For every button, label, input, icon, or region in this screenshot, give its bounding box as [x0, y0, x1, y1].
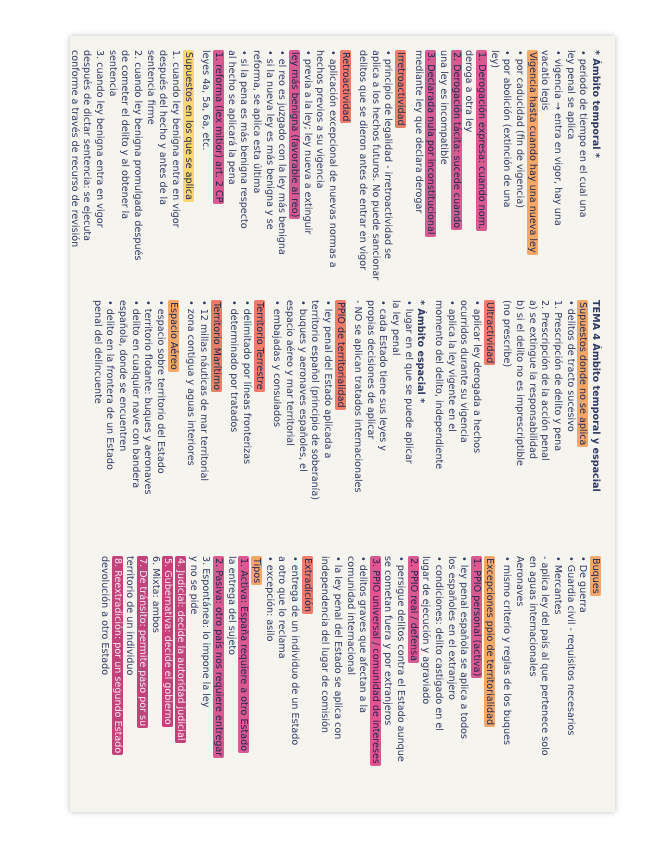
note-text: ocurridos durante su vigencia — [458, 300, 470, 443]
note-line — [313, 50, 326, 286]
note-line — [103, 300, 116, 540]
notes-column-3 — [97, 556, 601, 800]
note-line — [300, 50, 313, 286]
note-line — [462, 50, 475, 286]
note-line — [487, 50, 500, 286]
highlighted-heading: 7. De tránsito: permite paso por su — [137, 558, 149, 727]
note-text: 1. Prescripción de delito y pena — [552, 300, 564, 452]
note-line — [338, 50, 351, 286]
notes-column-1 — [67, 50, 601, 286]
note-text: leyes 4a, 5a, 6a, etc. — [200, 50, 212, 151]
note-text: en aguas internacionales — [526, 556, 538, 677]
note-text: • entrega de un individuo de un Estado — [288, 556, 300, 746]
note-text: deroga a otra ley — [463, 50, 475, 133]
note-line — [275, 50, 288, 286]
note-line — [457, 556, 470, 800]
note-line — [394, 50, 407, 286]
note-text: • aplica la ley vigente en el — [445, 300, 457, 432]
note-line — [538, 556, 551, 800]
note-text: reforma, se aplica esta última — [250, 50, 262, 194]
note-text: ley) — [488, 50, 500, 68]
note-line — [262, 50, 275, 286]
note-line — [469, 300, 482, 540]
line-gap — [346, 300, 351, 540]
note-line — [211, 556, 224, 800]
note-text: vacatio legis — [539, 50, 551, 111]
note-text: devolución a otro Estado — [99, 556, 111, 676]
note-line — [457, 300, 470, 540]
note-line — [282, 300, 295, 540]
note-line — [224, 556, 237, 800]
highlighted-heading: 1. reforma (lex mitior) art. 2 CP — [212, 52, 224, 203]
note-text: • delito en la frontera de un Estado — [104, 300, 116, 470]
note-text: española, donde se encuentren — [117, 300, 129, 452]
note-text: • delito en cualquier nave con bandera — [129, 300, 141, 489]
note-text: • delitos graves que afectan a la — [357, 556, 369, 714]
highlighted-heading: Territorio Marítimo — [210, 302, 222, 391]
note-text: • Guardia civil - requisitos necesarios — [564, 556, 576, 736]
note-line — [224, 50, 237, 286]
highlighted-heading: 4. Judicial: decide la autoridad judicial — [175, 558, 186, 741]
note-text: • cada Estado tiene sus leyes y — [377, 300, 389, 451]
note-text: los españoles en el extranjero — [445, 556, 457, 700]
note-line — [363, 300, 376, 540]
note-line — [588, 300, 601, 540]
highlighted-heading: Extradición — [301, 558, 313, 612]
note-line — [444, 300, 457, 540]
note-line — [67, 50, 80, 286]
note-text: 2. cuando ley benigna promulgada después — [132, 50, 144, 261]
note-text: • condiciones: delito castigado en el — [433, 556, 445, 731]
note-text: • zona contigua y aguas interiores — [185, 300, 197, 466]
note-line — [356, 556, 369, 800]
note-line — [92, 50, 105, 286]
note-line — [118, 50, 131, 286]
note-line — [110, 556, 123, 800]
note-line — [563, 556, 576, 800]
note-line — [525, 300, 538, 540]
note-line — [97, 556, 110, 800]
note-text: • la ley penal del Estado se aplica con — [331, 556, 343, 740]
note-line — [115, 300, 128, 540]
highlighted-heading: Supuestos en los que se aplica — [182, 52, 194, 201]
note-line — [168, 50, 181, 286]
note-text: • aplicar ley derogada a hechos — [471, 300, 483, 454]
note-line — [153, 300, 166, 540]
note-text: 6. Mixta: ambos — [149, 556, 161, 633]
note-line — [287, 556, 300, 800]
note-line — [186, 556, 199, 800]
note-line — [209, 300, 222, 540]
note-line — [550, 556, 563, 800]
note-text: penal del delincuente — [91, 300, 103, 404]
note-text: la ley penal — [390, 300, 402, 356]
note-line — [424, 50, 437, 286]
note-line — [538, 300, 551, 540]
note-text: a otro que lo reclama — [276, 556, 288, 659]
note-line — [199, 50, 212, 286]
note-line — [287, 50, 300, 286]
note-text: territorio español (principio de soberanía) — [309, 300, 321, 500]
note-line — [141, 300, 154, 540]
note-text: aplica a los hechos futuros. No puede sancionar — [369, 50, 381, 281]
note-text: • lugar en el que se puede aplicar — [402, 300, 414, 464]
note-text: propias decisiones de aplicar — [364, 300, 376, 440]
highlighted-heading: Espacio Aéreo — [167, 302, 179, 370]
note-line — [333, 300, 346, 540]
note-text: hechos previos a su vigencia — [314, 50, 326, 189]
highlighted-heading: 8. Reextradición: por un segundo Estado — [111, 558, 123, 754]
highlighted-heading: Irretroactividad — [395, 52, 407, 126]
note-line — [500, 300, 513, 540]
note-line — [227, 300, 240, 540]
note-line — [300, 556, 313, 800]
note-line — [500, 50, 513, 286]
note-text: lugar de ejecución y agraviado — [420, 556, 432, 705]
note-text: • por caducidad (fin de vigencia) — [514, 50, 526, 208]
note-text: TEMA 4 Ámbito temporal y espacial — [590, 300, 601, 492]
note-text: ley penal se aplica — [564, 50, 576, 140]
note-line — [80, 50, 93, 286]
highlighted-heading: 2. PPIO real / defensa — [407, 558, 419, 661]
note-text: conforme a través de recurso de revisión — [68, 50, 80, 248]
highlighted-heading: Supuestos donde no se aplica — [577, 302, 589, 446]
note-line — [538, 50, 551, 286]
rotated-notes-sheet — [70, 36, 615, 812]
note-text: • buques y aeronaves españoles, el — [296, 300, 308, 472]
note-text: • ley penal del Estado aplicada a — [321, 300, 333, 459]
note-text: • el reo es juzgado con la ley más benigna — [276, 50, 288, 255]
note-text: • Mercantes — [552, 556, 564, 615]
note-text: • aplicación excepcional de nuevas normas a — [326, 50, 338, 268]
note-text: sentencia — [106, 50, 118, 97]
note-line — [512, 300, 525, 540]
note-line — [308, 300, 321, 540]
notes-column-2 — [90, 300, 601, 540]
note-line — [90, 300, 103, 540]
note-text: una ley es incompatible — [438, 50, 450, 165]
line-gap — [351, 50, 356, 286]
note-text: • persigue delitos contra el Estado aunque — [395, 556, 407, 762]
note-line — [414, 300, 427, 540]
highlighted-heading: 1. PPIO personal (activa) — [471, 558, 483, 677]
note-line — [550, 300, 563, 540]
note-text: se cometan fuera y por extranjeros — [382, 556, 394, 726]
note-text: 2. Prescripción de la acción penal — [539, 300, 551, 461]
note-text: * Ámbito espacial * — [415, 300, 427, 404]
note-line — [196, 300, 209, 540]
note-text: Aeronaves — [514, 556, 526, 607]
note-text: 3. Espontánea: lo impone la ley — [200, 556, 212, 708]
note-line — [512, 50, 525, 286]
note-text: (no prescribe) — [501, 300, 513, 368]
note-line — [368, 556, 381, 800]
note-line — [181, 50, 194, 286]
note-line — [512, 556, 525, 800]
note-text: independencia del lugar de comisión — [319, 556, 331, 733]
highlighted-heading: 1. Activa: España requiere a otro Estado — [238, 558, 250, 752]
note-text: • determinado por tratados — [228, 300, 240, 433]
note-line — [135, 556, 148, 800]
line-gap — [313, 556, 318, 800]
note-line — [419, 556, 432, 800]
note-text: • previa a la ley; ley nueva a extinguir — [301, 50, 313, 235]
note-text: • si la pena es más benigna respecto — [238, 50, 250, 229]
note-line — [482, 556, 495, 800]
note-line — [431, 300, 444, 540]
note-line — [161, 556, 174, 800]
note-line — [128, 300, 141, 540]
note-line — [411, 50, 424, 286]
note-line — [325, 50, 338, 286]
note-line — [249, 50, 262, 286]
note-text: - aplica ley del país al que pertenece solo — [539, 556, 551, 756]
note-text: mediante ley que declara derogar — [412, 50, 424, 214]
note-text: momento del delito, independiente — [433, 300, 445, 470]
note-line — [576, 50, 589, 286]
note-line — [148, 556, 161, 800]
note-line — [381, 556, 394, 800]
note-text: territorio de un individuo — [124, 556, 136, 676]
highlighted-heading: Tipos — [250, 558, 262, 584]
note-line — [469, 556, 482, 800]
note-line — [563, 50, 576, 286]
note-text: • periodo de tiempo en el cual una — [577, 50, 589, 218]
note-line — [237, 50, 250, 286]
note-line — [563, 300, 576, 540]
note-line — [130, 50, 143, 286]
highlighted-heading: Excepciones ppio de territorialidad — [483, 558, 495, 726]
note-line — [211, 50, 224, 286]
note-text: la entrega del sujeto — [225, 556, 237, 655]
note-line — [295, 300, 308, 540]
highlighted-heading: Territorio Terrestre — [253, 302, 265, 390]
note-line — [431, 556, 444, 800]
note-line — [576, 556, 589, 800]
note-line — [166, 300, 179, 540]
note-line — [588, 556, 601, 800]
note-line — [356, 50, 369, 286]
note-text: después de dictar sentencia: se ejecuta — [81, 50, 93, 242]
note-text: • mismo criterio y reglas de los buques — [501, 556, 513, 745]
line-gap — [179, 300, 184, 540]
note-line — [143, 50, 156, 286]
note-line — [381, 50, 394, 286]
note-line — [105, 50, 118, 286]
note-line — [474, 50, 487, 286]
highlighted-heading: PPIO de territorialidad — [334, 302, 346, 408]
note-line — [550, 50, 563, 286]
line-gap — [265, 300, 270, 540]
note-line — [394, 556, 407, 800]
note-text: b) si el delito no es imprescriptible — [514, 300, 526, 466]
note-text: • por abolición (extinción de una — [501, 50, 513, 208]
note-text: al hecho se aplicará la pena — [225, 50, 237, 185]
highlighted-heading: 1. Derogación expresa: cuando nom. — [476, 52, 488, 229]
note-line — [270, 300, 283, 540]
note-text: sentencia firme — [144, 50, 156, 125]
note-line — [376, 300, 389, 540]
note-line — [330, 556, 343, 800]
note-text: • delitos de tracto sucesivo — [564, 300, 576, 432]
note-text: • territorio flotante: buques y aeronaves — [142, 300, 154, 495]
note-text: • De guerra — [577, 556, 589, 613]
note-line — [239, 300, 252, 540]
note-line — [156, 50, 169, 286]
note-line — [249, 556, 262, 800]
line-gap — [222, 300, 227, 540]
note-text: - NO se aplican tratados internacionales — [352, 300, 364, 493]
note-line — [199, 556, 212, 800]
note-text: • si la nueva ley es más benigna y se — [263, 50, 275, 230]
note-text: • vigencia → entra en vigor, hay una — [552, 50, 564, 226]
highlighted-heading: Ultractividad — [483, 302, 495, 364]
note-text: espacio aéreo y mar territorial — [283, 300, 295, 446]
note-text: a) se extingue la responsabilidad — [526, 300, 538, 459]
highlighted-heading: 3. PPIO universal / comunidad de intereses — [369, 558, 381, 764]
note-text: 3. cuando ley benigna entra en vigor — [94, 50, 106, 228]
note-text: • ley penal española se aplica a todos — [458, 556, 470, 740]
note-line — [449, 50, 462, 286]
highlighted-heading: 2. Derogación tácita: sucede cuando — [450, 52, 462, 229]
note-text: de cometer el delito y al obtener la — [119, 50, 131, 220]
note-line — [252, 300, 265, 540]
note-line — [262, 556, 275, 800]
note-text: * Ámbito temporal * — [590, 50, 601, 158]
note-text: • embajadas y consulados — [271, 300, 283, 428]
highlighted-heading: Retroactividad — [339, 52, 351, 122]
note-line — [368, 50, 381, 286]
highlighted-heading: Vigencia hasta cuando hay una nueva ley — [526, 52, 538, 253]
highlighted-heading: ley más benigna (favorable al reo) — [288, 52, 300, 218]
note-text: 1. cuando ley benigna entra en vigor — [170, 50, 181, 228]
note-text: comunidad internacional — [344, 556, 356, 676]
highlighted-heading: 3. Declarada nula por inconstitucional — [425, 52, 437, 235]
note-line — [500, 556, 513, 800]
note-text: • principio de legalidad - irretroactividad se — [382, 50, 394, 260]
note-line — [184, 300, 197, 540]
line-gap — [194, 50, 199, 286]
note-line — [237, 556, 250, 800]
note-text: • excepción: asilo — [263, 556, 275, 642]
note-line — [525, 556, 538, 800]
note-text: delitos que se dieron antes de entrar en vigor — [357, 50, 369, 271]
note-line — [406, 556, 419, 800]
note-line — [343, 556, 356, 800]
note-line — [444, 556, 457, 800]
note-line — [351, 300, 364, 540]
note-line — [275, 556, 288, 800]
highlighted-heading: 5. Gubernativa: decide el gobierno — [162, 558, 174, 725]
highlighted-heading: 2. Pasiva: otro país nos requiere entregar — [212, 558, 224, 757]
note-line — [173, 556, 186, 800]
note-text: y no se pide — [187, 556, 199, 615]
note-line — [482, 300, 495, 540]
note-line — [318, 556, 331, 800]
note-text: después del hecho y antes de la — [157, 50, 169, 206]
note-line — [320, 300, 333, 540]
note-line — [123, 556, 136, 800]
highlighted-heading: Buques — [590, 558, 601, 594]
note-text: • 12 millas náuticas de mar territorial — [197, 300, 209, 481]
note-line — [525, 50, 538, 286]
note-line — [389, 300, 402, 540]
note-line — [576, 300, 589, 540]
note-line — [436, 50, 449, 286]
notes-paper — [70, 36, 615, 812]
note-line — [401, 300, 414, 540]
note-line — [588, 50, 601, 286]
note-text: • espacio sobre territorio del Estado — [155, 300, 166, 474]
note-text: • delimitado por líneas fronterizas — [240, 300, 252, 465]
